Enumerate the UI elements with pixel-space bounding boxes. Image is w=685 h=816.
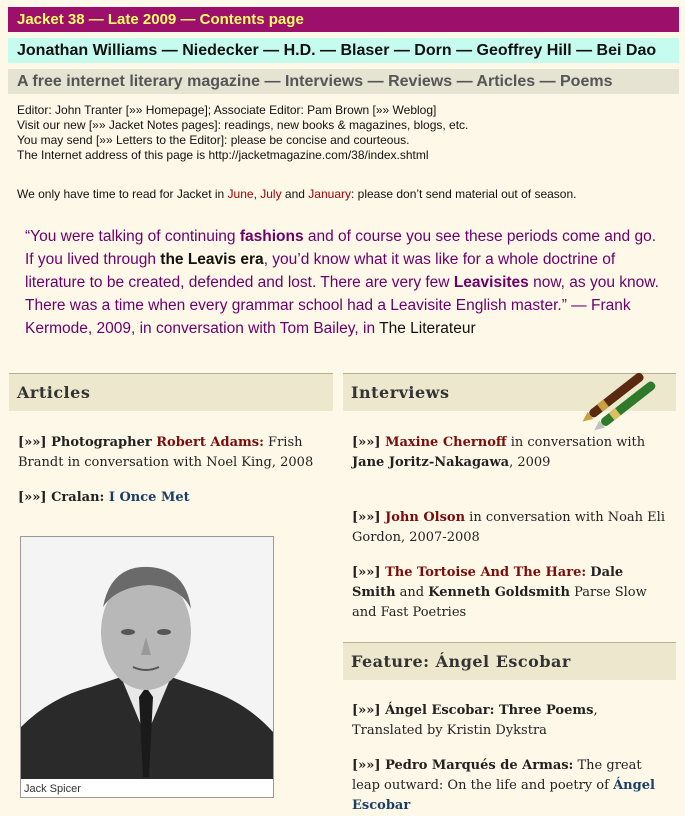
feature-marker-link[interactable]: [»»]: [352, 703, 381, 718]
month-july: July: [260, 187, 282, 201]
feature-three-poems: [352, 701, 670, 741]
editorial-info: [17, 103, 468, 163]
interview-and: and: [395, 585, 429, 600]
month-june: June: [227, 187, 254, 201]
feature-marker-link[interactable]: [»»]: [352, 758, 381, 773]
article-marker-link[interactable]: [»»]: [18, 435, 47, 450]
season-suffix: : please don’t send material out of season.: [351, 187, 577, 201]
interviewee-kenneth-goldsmith: Kenneth Goldsmith: [428, 585, 570, 600]
letters-prefix: You may send [: [17, 133, 100, 147]
article-marker-link[interactable]: [»»]: [18, 490, 47, 505]
interview-marker-link[interactable]: [»»]: [352, 565, 381, 580]
angel-escobar-link[interactable]: Ángel Escobar: [352, 778, 655, 813]
interview-text: Parse Slow and Fast Poetries: [352, 585, 647, 620]
month-january: January: [308, 187, 351, 201]
interviewee-dale-smith: Dale Smith: [352, 565, 624, 600]
quote-part-4: now, as you know. There was a time when every grammar school had a Leavisite English master.” — Frank Kermode, 2009, in conversation with Tom Bailey, in: [25, 274, 659, 337]
editor-text: Editor: John Tranter [: [17, 103, 130, 117]
three-poems-link[interactable]: Ángel Escobar: Three Poems: [380, 703, 594, 718]
jack-spicer-photo: [20, 536, 274, 798]
interview-text: in conversation with: [506, 435, 646, 450]
homepage-link[interactable]: »» Homepage: [129, 103, 205, 117]
i-once-met-link[interactable]: I Once Met: [108, 490, 190, 505]
article-cralan: [18, 488, 318, 508]
notes-line: [17, 118, 468, 133]
quote-word-leavis-era: the Leavis era: [160, 251, 264, 268]
article-prefix: Cralan:: [46, 490, 109, 505]
article-prefix: Photographer: [46, 435, 157, 450]
weblog-link[interactable]: »» Weblog: [375, 103, 434, 117]
interview-year: , 2009: [509, 455, 551, 470]
portrait-image: [21, 537, 273, 779]
letters-line: [17, 133, 468, 148]
quote-word-leavisites: Leavisites: [453, 274, 529, 291]
quote-word-fashions: fashions: [239, 228, 304, 245]
interviews-heading: Interviews: [343, 373, 676, 411]
quote-part-3: , you’d know what it was like for a whole doctrine of literature to be created, defended and lost. There are very few: [25, 251, 616, 291]
article-description: Frish Brandt in conversation with Noel King, 2008: [18, 435, 314, 470]
articles-heading: Articles: [9, 373, 333, 411]
interview-text: in conversation with Noah Eli Gordon, 2007-2008: [352, 510, 665, 545]
maxine-chernoff-link[interactable]: Maxine Chernoff: [380, 435, 507, 450]
magazine-sections-bar[interactable]: A free internet literary magazine — Interviews — Reviews — Articles — Poems: [8, 69, 679, 94]
letters-link[interactable]: »» Letters to the Editor: [99, 133, 221, 147]
featured-authors-bar[interactable]: Jonathan Williams — Niedecker — H.D. — Blaser — Dorn — Geoffrey Hill — Bei Dao: [8, 38, 679, 63]
feature-heading: Feature: Ángel Escobar: [343, 642, 676, 680]
season-prefix: We only have time to read for Jacket in: [17, 187, 228, 201]
address-line: The Internet address of this page is http://jacketmagazine.com/38/index.shtml: [17, 148, 429, 162]
associate-editor-text: ]; Associate Editor: Pam Brown [: [204, 103, 376, 117]
article-robert-adams: [18, 433, 318, 473]
photo-caption: Jack Spicer: [24, 783, 81, 795]
season-and: and: [281, 187, 309, 201]
letters-suffix: ]: please be concise and courteous.: [220, 133, 410, 147]
robert-adams-link[interactable]: Robert Adams:: [156, 435, 264, 450]
kermode-quote: [25, 225, 665, 340]
season-comma: ,: [253, 187, 261, 201]
notes-prefix: Visit our new [: [17, 118, 93, 132]
bracket-close: ]: [433, 103, 437, 117]
quote-part-2: and of course you see these periods come and go. If you lived through: [25, 228, 656, 268]
interview-marker-link[interactable]: [»»]: [352, 435, 381, 450]
editor-line: [17, 103, 468, 118]
notes-suffix: ]: readings, new books & magazines, blogs, etc.: [214, 118, 469, 132]
submission-season-note: [17, 187, 576, 202]
issue-title-bar[interactable]: Jacket 38 — Late 2009 — Contents page: [8, 7, 679, 32]
interview-marker-link[interactable]: [»»]: [352, 510, 381, 525]
quote-part-1: “You were talking of continuing: [25, 228, 240, 245]
feature-text: The great leap outward: On the life and poetry of: [352, 758, 642, 793]
interview-maxine-chernoff: [352, 433, 670, 473]
feature-text: , Translated by Kristin Dykstra: [352, 703, 598, 738]
fountain-pens-icon: [578, 369, 670, 431]
feature-pedro-marques: [352, 756, 670, 816]
quote-source-literateur: The Literateur: [379, 320, 476, 337]
jacket-notes-link[interactable]: »» Jacket Notes pages: [92, 118, 215, 132]
interview-john-olson: [352, 508, 670, 548]
tortoise-hare-link[interactable]: The Tortoise And The Hare:: [380, 565, 587, 580]
interviewer-name: Jane Joritz-Nakagawa: [352, 455, 510, 470]
john-olson-link[interactable]: John Olson: [380, 510, 466, 525]
interview-tortoise-hare: [352, 563, 670, 623]
pedro-marques-link[interactable]: Pedro Marqués de Armas:: [380, 758, 574, 773]
